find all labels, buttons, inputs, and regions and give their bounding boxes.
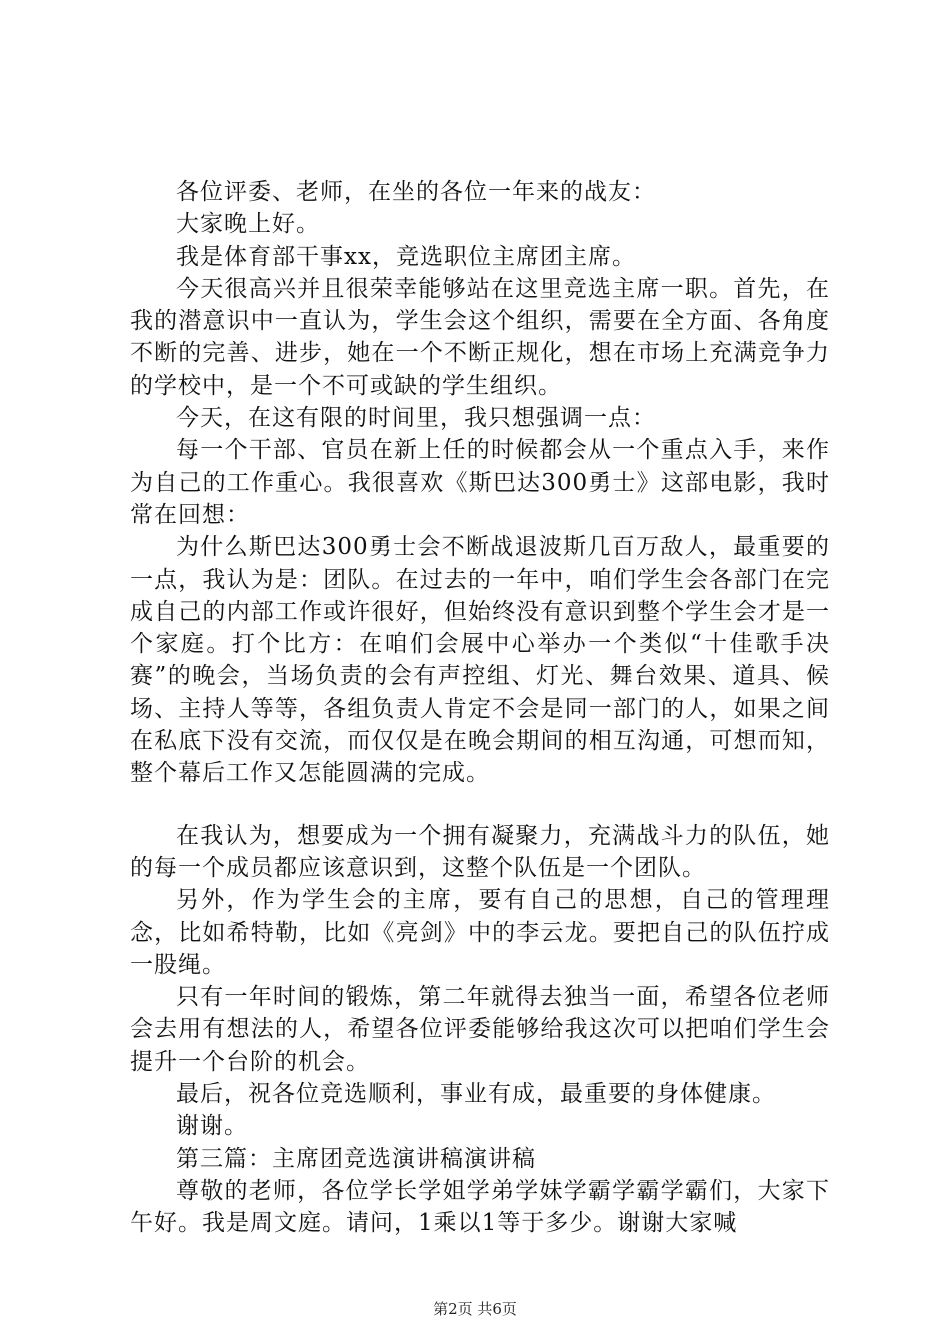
paragraph: 尊敬的老师，各位学长学姐学弟学妹学霸学霸学霸们，大家下午好。我是周文庭。请问，1乘以1等于多少。谢谢大家喊 <box>130 1177 830 1237</box>
paragraph: 我是体育部干事xx，竞选职位主席团主席。 <box>176 243 636 270</box>
paragraph-gap <box>130 790 830 820</box>
paragraph: 最后，祝各位竞选顺利，事业有成，最重要的身体健康。 <box>176 1081 776 1108</box>
document-body <box>130 176 830 1240</box>
paragraph: 另外，作为学生会的主席，要有自己的思想，自己的管理理念，比如希特勒，比如《亮剑》中的李云龙。要把自己的队伍拧成一股绳。 <box>130 887 830 978</box>
paragraph: 今天，在这有限的时间里，我只想强调一点： <box>176 405 656 432</box>
paragraph: 各位评委、老师，在坐的各位一年来的战友： <box>176 179 656 205</box>
paragraph: 今天很高兴并且很荣幸能够站在这里竞选主席一职。首先，在我的潜意识中一直认为，学生会这个组织，需要在全方面、各角度不断的完善、进步，她在一个不断正规化，想在市场上充满竞争力的学校中，是一个不可或缺的学生组织。 <box>130 275 830 399</box>
paragraph: 谢谢。 <box>176 1113 248 1140</box>
paragraph: 每一个干部、官员在新上任的时候都会从一个重点入手，来作为自己的工作重心。我很喜欢《斯巴达300勇士》这部电影，我时常在回想： <box>130 437 830 528</box>
paragraph: 只有一年时间的锻炼，第二年就得去独当一面，希望各位老师会去用有想法的人，希望各位评委能够给我这次可以把咱们学生会提升一个台阶的机会。 <box>130 984 830 1075</box>
paragraph: 为什么斯巴达300勇士会不断战退波斯几百万敌人，最重要的一点，我认为是：团队。在过去的一年中，咱们学生会各部门在完成自己的内部工作或许很好，但始终没有意识到整个学生会才是一个家庭。打个比方：在咱们会展中心举办一个类似“十佳歌手决赛”的晚会，当场负责的会有声控组、灯光、舞台效果、道具、候场、主持人等等，各组负责人肯定不会是同一部门的人，如果之间在私底下没有交流，而仅仅是在晚会期间的相互沟通，可想而知，整个幕后工作又怎能圆满的完成。 <box>130 534 830 787</box>
paragraph: 在我认为，想要成为一个拥有凝聚力，充满战斗力的队伍，她的每一个成员都应该意识到，这整个队伍是一个团队。 <box>130 822 830 881</box>
section-heading: 第三篇：主席团竞选演讲稿演讲稿 <box>176 1145 536 1172</box>
page-footer: 第2页 共6页 <box>433 1300 517 1318</box>
paragraph: 大家晚上好。 <box>176 211 320 238</box>
